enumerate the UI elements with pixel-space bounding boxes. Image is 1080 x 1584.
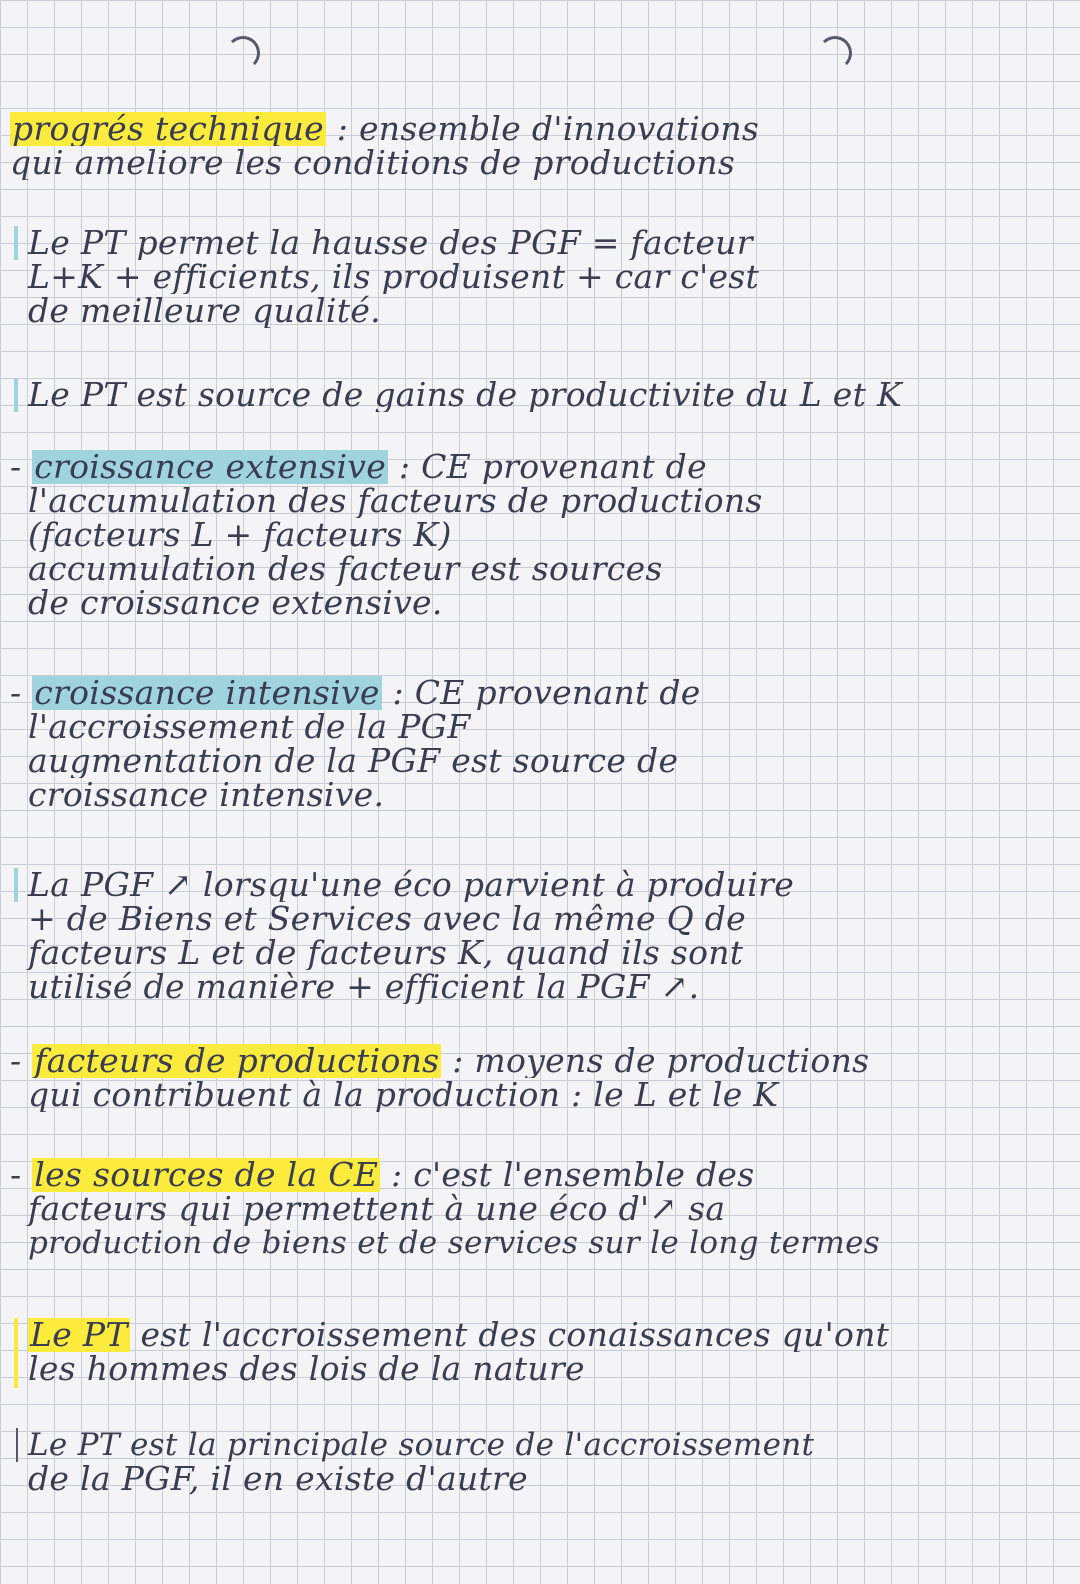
note-line: l'accumulation des facteurs de productions bbox=[28, 484, 763, 518]
note-line: accumulation des facteur est sources bbox=[28, 552, 663, 586]
note-line: utilisé de manière + efficient la PGF ↗. bbox=[28, 970, 700, 1004]
note-line: Le PT est la principale source de l'accroissement bbox=[28, 1428, 815, 1462]
note-line: - facteurs de productions : moyens de productions bbox=[10, 1044, 1072, 1078]
sources-ce-note bbox=[10, 1158, 1072, 1260]
highlighted-term: croissance intensive bbox=[32, 676, 382, 710]
pt-gains-note bbox=[10, 378, 1072, 412]
note-line: - croissance intensive : CE provenant de bbox=[10, 676, 1072, 710]
note-line: facteurs qui permettent à une éco d'↗ sa bbox=[28, 1192, 726, 1226]
note-line: de croissance extensive. bbox=[28, 586, 443, 620]
note-line: progrés technique : ensemble d'innovations bbox=[10, 112, 1072, 146]
note-line: l'accroissement de la PGF bbox=[28, 710, 471, 744]
note-line: Le PT permet la hausse des PGF = facteur bbox=[28, 226, 753, 260]
note-line: croissance intensive. bbox=[28, 778, 385, 812]
note-line: Le PT est l'accroissement des conaissances qu'ont bbox=[10, 1318, 1072, 1352]
note-line: Le PT est source de gains de productivite du L et K bbox=[28, 378, 902, 412]
note-line: La PGF ↗ lorsqu'une éco parvient à produire bbox=[28, 868, 795, 902]
note-line: + de Biens et Services avec la même Q de bbox=[28, 902, 746, 936]
highlighted-term: les sources de la CE bbox=[32, 1158, 380, 1192]
pt-connaissances-note bbox=[10, 1318, 1072, 1386]
note-line: qui ameliore les conditions de productions bbox=[10, 146, 736, 180]
note-line: facteurs L et de facteurs K, quand ils sont bbox=[28, 936, 744, 970]
note-line: de la PGF, il en existe d'autre bbox=[28, 1462, 528, 1496]
note-line: (facteurs L + facteurs K) bbox=[28, 518, 452, 552]
note-line: - les sources de la CE : c'est l'ensemble des bbox=[10, 1158, 1072, 1192]
highlighted-term: facteurs de productions bbox=[32, 1044, 441, 1078]
highlighted-term: progrés technique bbox=[10, 112, 326, 146]
note-line: les hommes des lois de la nature bbox=[28, 1352, 585, 1386]
note-line: augmentation de la PGF est source de bbox=[28, 744, 679, 778]
note-line: - croissance extensive : CE provenant de bbox=[10, 450, 1072, 484]
note-line: production de biens et de services sur le long termes bbox=[28, 1226, 880, 1260]
pgf-hausse-note bbox=[10, 868, 1072, 1004]
note-line: L+K + efficients, ils produisent + car c'est bbox=[28, 260, 760, 294]
croissance-extensive-note bbox=[10, 450, 1072, 620]
highlighted-term: croissance extensive bbox=[32, 450, 388, 484]
definition-progres-technique bbox=[10, 112, 1072, 180]
facteurs-production-note bbox=[10, 1044, 1072, 1112]
note-line: de meilleure qualité. bbox=[28, 294, 381, 328]
note-line: qui contribuent à la production : le L et le K bbox=[28, 1078, 779, 1112]
pt-principale-note bbox=[10, 1428, 1072, 1496]
highlighted-term: Le PT bbox=[28, 1318, 130, 1352]
croissance-intensive-note bbox=[10, 676, 1072, 812]
pt-pgf-note bbox=[10, 226, 1072, 328]
